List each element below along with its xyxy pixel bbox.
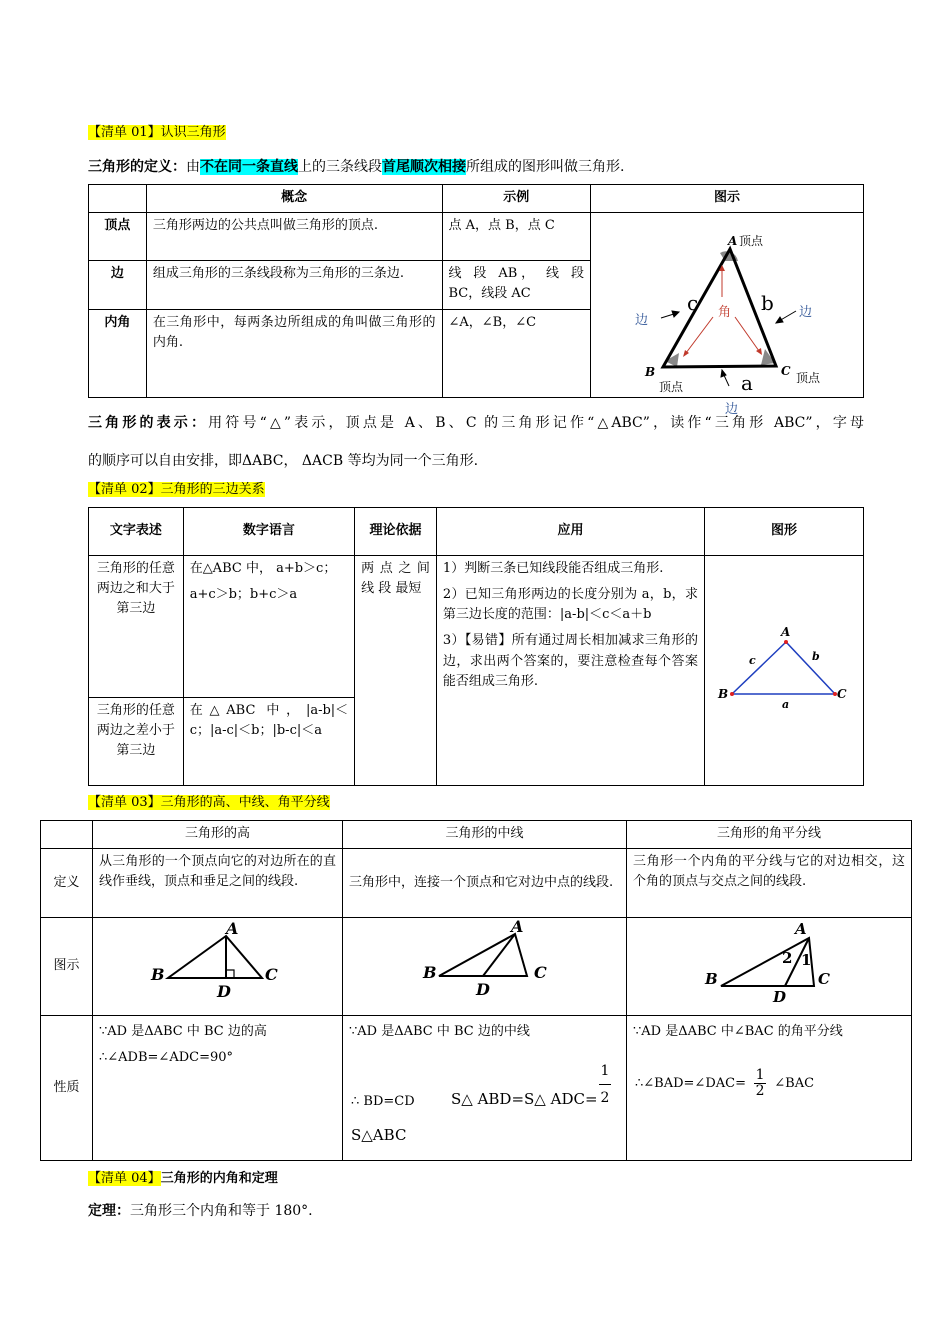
triangle-labeled-figure: [591, 213, 863, 417]
bisector-label-c: C: [818, 970, 830, 988]
median-line: [483, 934, 515, 976]
table-row: [41, 849, 912, 918]
median-label-d: D: [476, 980, 490, 999]
median-label-a: A: [511, 917, 524, 936]
row-example-vertex: 点 A，点 B，点 C: [442, 213, 590, 261]
concept-table-header-figure: 图示: [590, 185, 863, 213]
label-side-a: a: [740, 371, 753, 395]
arrowhead-right: [776, 317, 783, 323]
right-angle-mark: [226, 970, 234, 978]
relation-label-a: A: [780, 624, 791, 639]
label-side-c: c: [686, 291, 699, 315]
median-fraction-bar: [599, 1084, 611, 1085]
relation-row2-text: 三角形的任意两边之差小于第三边: [89, 698, 184, 786]
arrow-angle-b: [686, 317, 713, 353]
section-4-title: [88, 1167, 278, 1186]
bisector-prop-line-2: [635, 1068, 814, 1099]
median-fraction-num: 1: [600, 1063, 610, 1079]
median-prop-2: ∴ BD=CD: [351, 1094, 415, 1109]
theorem-text: 三角形三个内角和等于 180°.: [130, 1203, 313, 1219]
altitude-label-a: A: [226, 919, 239, 938]
arrowhead-bottom: [721, 370, 726, 377]
arrow-angle-c: [735, 317, 759, 351]
relation-applications: [436, 556, 704, 786]
row-name-angle: 内角: [89, 309, 147, 398]
row-example-angle: ∠A，∠B，∠C: [442, 309, 590, 398]
median-figure: [343, 918, 626, 1014]
segment-table: [40, 820, 912, 1161]
median-fraction-den: 2: [600, 1090, 610, 1106]
altitude-label-d: D: [217, 982, 231, 1001]
relation-header-text: 文字表述: [89, 508, 184, 556]
relation-label-side-a: a: [781, 697, 790, 711]
relation-label-b: B: [717, 686, 729, 701]
section-2-title-text: 【清单 02】三角形的三边关系: [88, 482, 265, 497]
segment-def-bisector: 三角形一个内角的平分线与它的对边相交，这个角的顶点与交点之间的线段.: [627, 849, 912, 918]
segment-row-def-label: 定义: [41, 849, 93, 918]
label-vertex-top: 顶点: [738, 234, 763, 248]
concept-table-header-blank: [89, 185, 147, 213]
definition-post: 所组成的图形叫做三角形.: [466, 159, 625, 175]
relation-row1-math-a: 在△ABC 中， a+b＞c；: [189, 561, 337, 576]
label-edge-bottom: 边: [724, 402, 738, 417]
bisector-fraction-num: 1: [755, 1067, 765, 1083]
label-vertex-right: 顶点: [795, 371, 820, 385]
segment-row-prop-label: 性质: [41, 1016, 93, 1161]
bisector-figure: [627, 918, 911, 1014]
relation-header-math: 数字语言: [183, 508, 354, 556]
bisector-label-angle-2: 2: [782, 949, 793, 967]
relation-row1-math-b: a+c＞b；b+c＞a: [189, 587, 298, 603]
table-row: [89, 213, 864, 261]
median-figure-cell: [343, 918, 627, 1016]
relation-point-b: [730, 692, 734, 696]
label-edge-right: 边: [798, 305, 812, 320]
section-1-title: [88, 121, 226, 140]
altitude-prop-1: ∵AD 是ΔABC 中 BC 边的高: [99, 1024, 267, 1039]
definition-label: 三角形的定义：: [88, 159, 186, 175]
definition-highlight-1: 不在同一条直线: [200, 159, 298, 175]
definition-mid: 上的三条线段: [298, 159, 382, 175]
altitude-triangle: [168, 936, 262, 978]
relation-label-side-c: c: [748, 653, 756, 667]
segment-row-fig-label: 图示: [41, 918, 93, 1016]
table-row: [89, 556, 864, 698]
arrowhead-left: [672, 311, 679, 317]
bisector-label-d: D: [773, 988, 787, 1006]
row-example-side: 线 段 AB， 线 段 BC，线段 AC: [442, 261, 590, 309]
bisector-figure-cell: [627, 918, 912, 1016]
altitude-label-b: B: [151, 965, 165, 984]
relation-triangle-figure: [705, 626, 863, 716]
relation-header-theory: 理论依据: [355, 508, 437, 556]
section-2-title: [88, 478, 265, 497]
bisector-properties: [627, 1016, 912, 1161]
median-properties: [343, 1016, 627, 1161]
label-b: B: [644, 365, 656, 379]
representation-text-1: 用符号“△”表示，顶点是 A、B、C 的三角形记作“△ABC”，读作“三角形 ABC”，字母: [208, 415, 864, 431]
row-name-vertex: 顶点: [89, 213, 147, 261]
segment-header-bisector: 三角形的角平分线: [627, 821, 912, 849]
side-relation-table: [88, 507, 864, 786]
bisector-label-a: A: [795, 920, 807, 938]
concept-table: [88, 184, 864, 417]
table-row: [41, 918, 912, 1016]
bisector-fraction-den: 2: [755, 1083, 765, 1099]
median-triangle: [439, 934, 527, 976]
relation-app-1: 1）判断三条已知线段能否组成三角形.: [442, 561, 664, 576]
median-prop-4: S△ABC: [351, 1126, 407, 1144]
triangle-figure-cell: [590, 213, 863, 417]
relation-theory: 两 点 之 间 线 段 最短: [355, 556, 437, 786]
median-fraction: [599, 1062, 611, 1107]
median-prop-1: ∵AD 是ΔABC 中 BC 边的中线: [349, 1024, 530, 1039]
section-3-title-text: 【清单 03】三角形的高、中线、角平分线: [88, 795, 330, 810]
label-edge-left: 边: [634, 313, 648, 328]
concept-table-header-example: 示例: [442, 185, 590, 213]
label-vertex-left: 顶点: [658, 380, 683, 394]
relation-point-a: [784, 640, 788, 644]
table-row: [41, 1016, 912, 1161]
relation-figure-cell: [704, 556, 863, 786]
altitude-figure: [93, 918, 342, 1014]
relation-row1-math: [183, 556, 354, 698]
bisector-prop-3: ∠BAC: [774, 1076, 815, 1091]
bisector-prop-1: ∵AD 是ΔABC 中∠BAC 的角平分线: [633, 1024, 843, 1039]
median-label-b: B: [423, 963, 437, 982]
altitude-properties: [93, 1016, 343, 1161]
arrowhead-angle-c: [756, 348, 762, 355]
bisector-prop-2: ∴∠BAD=∠DAC=: [635, 1076, 746, 1091]
relation-label-side-b: b: [811, 649, 820, 663]
representation-label: 三角形的表示：: [88, 415, 209, 431]
section-3-title: [88, 791, 330, 810]
altitude-figure-cell: [93, 918, 343, 1016]
bisector-label-b: B: [705, 970, 718, 988]
relation-header-figure: 图形: [704, 508, 863, 556]
arrowhead-angle-b: [683, 350, 689, 357]
label-side-b: b: [760, 291, 774, 315]
row-concept-angle: 在三角形中，每两条边所组成的角叫做三角形的内角.: [146, 309, 442, 398]
relation-header-app: 应用: [436, 508, 704, 556]
median-prop-3: S△ ABD=S△ ADC=: [451, 1090, 598, 1108]
segment-header-median: 三角形的中线: [343, 821, 627, 849]
relation-row2-math: 在△ABC 中，|a-b|＜c；|a-c|＜b；|b-c|＜a: [183, 698, 354, 786]
median-label-c: C: [534, 963, 547, 982]
altitude-prop-2: ∴∠ADB=∠ADC=90°: [99, 1050, 234, 1066]
row-name-side: 边: [89, 261, 147, 309]
segment-header-blank: [41, 821, 93, 849]
definition-pre: 由: [186, 159, 200, 175]
segment-header-altitude: 三角形的高: [93, 821, 343, 849]
relation-label-c: C: [836, 686, 847, 701]
theorem: [88, 1200, 313, 1220]
relation-app-3: 3）【易错】所有通过周长相加减求三角形的边，求出两个答案的，要注意检查每个答案能否组成三角形.: [442, 633, 698, 689]
concept-table-header-concept: 概念: [146, 185, 442, 213]
theorem-label: 定理：: [88, 1203, 130, 1219]
altitude-label-c: C: [265, 965, 278, 984]
row-concept-side: 组成三角形的三条线段称为三角形的三条边.: [146, 261, 442, 309]
segment-def-altitude: 从三角形的一个顶点向它的对边所在的直线作垂线，顶点和垂足之间的线段.: [93, 849, 343, 918]
label-a: A: [727, 234, 738, 248]
triangle-definition: [88, 156, 624, 176]
relation-app-2: 2）已知三角形两边的长度分别为 a，b，求第三边长度的范围：|a-b|＜c＜a＋b: [442, 587, 698, 623]
relation-row1-text: 三角形的任意两边之和大于第三边: [89, 556, 184, 698]
triangle-representation: [88, 404, 864, 480]
representation-text-2: 的顺序可以自由安排，即ΔABC， ΔACB 等均为同一个三角形.: [88, 453, 479, 469]
segment-def-median: 三角形中，连接一个顶点和它对边中点的线段.: [343, 849, 627, 918]
section-4-title-hl: 【清单 04】: [88, 1171, 161, 1186]
label-c: C: [780, 364, 791, 378]
section-1-title-text: 【清单 01】认识三角形: [88, 125, 226, 140]
definition-highlight-2: 首尾顺次相接: [382, 159, 466, 175]
row-concept-vertex: 三角形两边的公共点叫做三角形的顶点.: [146, 213, 442, 261]
bisector-label-angle-1: 1: [801, 951, 812, 969]
label-angle: 角: [717, 305, 731, 320]
section-4-title-rest: 三角形的内角和定理: [160, 1171, 278, 1186]
bisector-fraction: [754, 1068, 766, 1099]
